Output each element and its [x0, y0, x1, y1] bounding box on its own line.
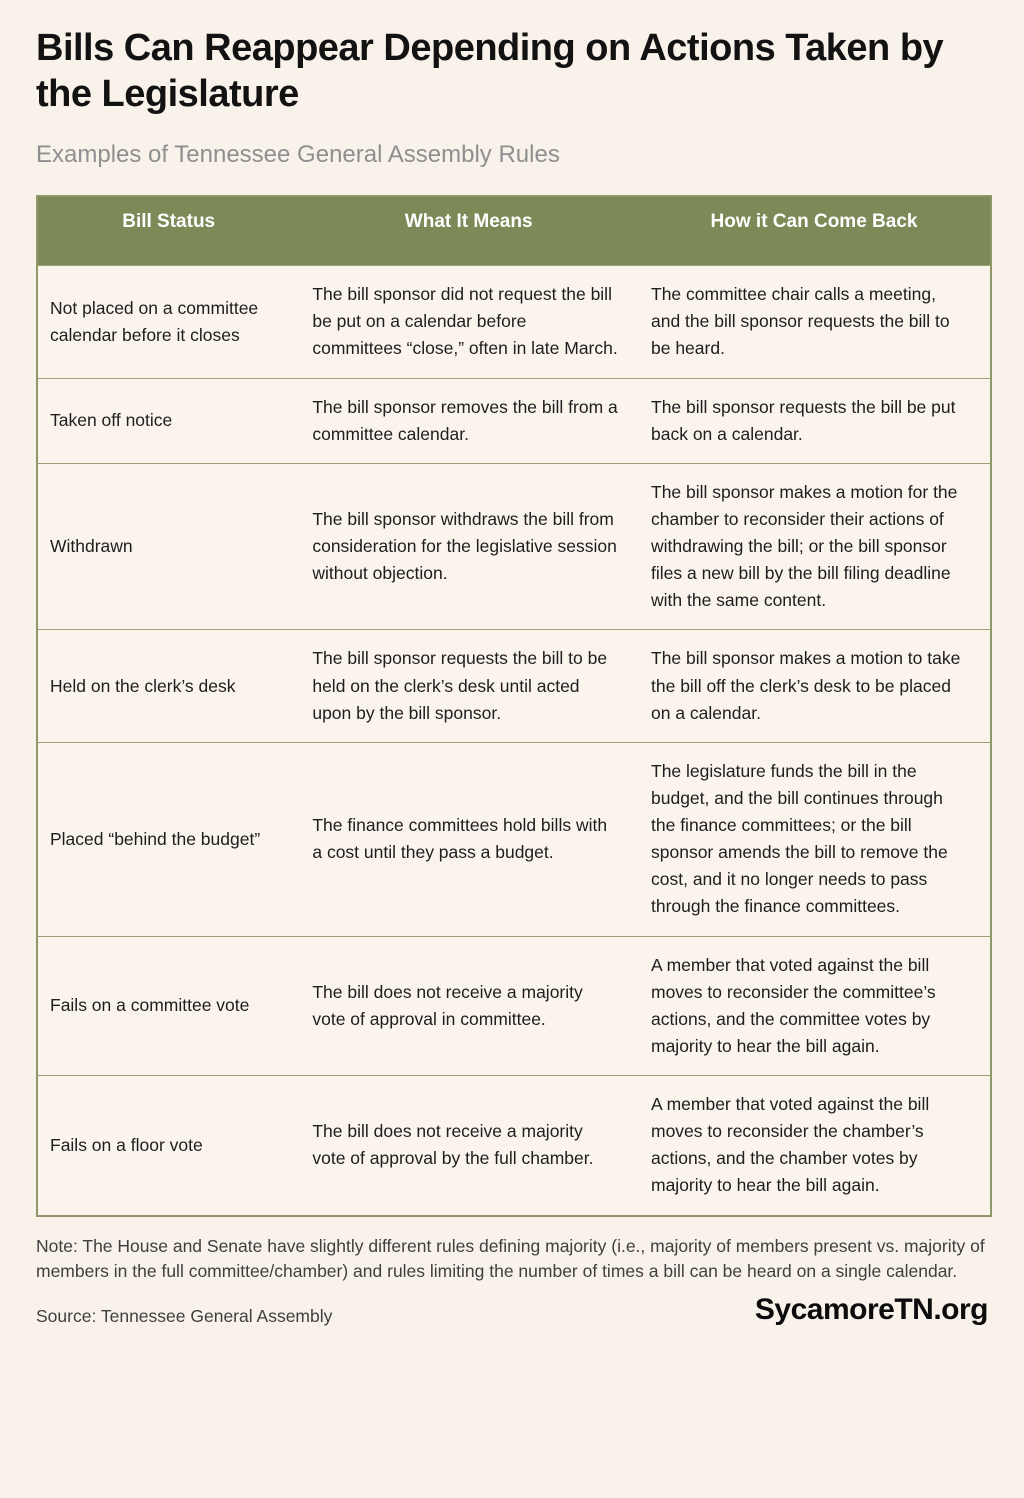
- table-row: [37, 936, 991, 1076]
- cell-what-it-means: The bill does not receive a majority vote of approval by the full chamber.: [299, 1076, 638, 1216]
- cell-how-it-can-come-back: The bill sponsor requests the bill be put back on a calendar.: [638, 378, 991, 463]
- table-row: [37, 378, 991, 463]
- page-title: Bills Can Reappear Depending on Actions Taken by the Legislature: [36, 27, 944, 115]
- cell-how-it-can-come-back: The bill sponsor makes a motion for the chamber to reconsider their actions of withdrawing the bill; or the bill sponsor files a new bill by the bill filing deadline with the same content.: [638, 463, 991, 630]
- cell-what-it-means: The bill sponsor withdraws the bill from consideration for the legislative session without objection.: [299, 463, 638, 630]
- table-row: [37, 266, 991, 378]
- cell-bill-status: Held on the clerk’s desk: [37, 630, 299, 742]
- cell-how-it-can-come-back: A member that voted against the bill moves to reconsider the committee’s actions, and the committee votes by majority to hear the bill again.: [638, 936, 991, 1076]
- cell-what-it-means: The bill does not receive a majority vote of approval in committee.: [299, 936, 638, 1076]
- cell-what-it-means: The bill sponsor removes the bill from a committee calendar.: [299, 378, 638, 463]
- brand-wordmark: SycamoreTN.org: [754, 1293, 988, 1327]
- cell-bill-status: Placed “behind the budget”: [37, 742, 299, 936]
- footer-row: [36, 1293, 988, 1327]
- table-row: [37, 742, 991, 936]
- table-body: [37, 266, 991, 1216]
- table-header-row: [37, 196, 991, 266]
- cell-what-it-means: The bill sponsor requests the bill to be held on the clerk’s desk until acted upon by the bill sponsor.: [299, 630, 638, 742]
- footnote: Note: The House and Senate have slightly different rules defining majority (i.e., majority of members present vs. majority of members in the full committee/chamber) and rules limiting the number of times a bill can be heard on a single calendar.: [36, 1235, 985, 1281]
- cell-how-it-can-come-back: A member that voted against the bill moves to reconsider the chamber’s actions, and the chamber votes by majority to hear the bill again.: [638, 1076, 991, 1216]
- table-row: [37, 630, 991, 742]
- table-row: [37, 1076, 991, 1216]
- source-attribution: Source: Tennessee General Assembly: [36, 1306, 333, 1327]
- cell-how-it-can-come-back: The legislature funds the bill in the budget, and the bill continues through the finance committees; or the bill sponsor amends the bill to remove the cost, and it no longer needs to pass through the finance committees.: [638, 742, 991, 936]
- cell-bill-status: Withdrawn: [37, 463, 299, 630]
- table-header: [37, 196, 991, 266]
- cell-how-it-can-come-back: The committee chair calls a meeting, and the bill sponsor requests the bill to be heard.: [638, 266, 991, 378]
- cell-bill-status: Fails on a committee vote: [37, 936, 299, 1076]
- page-subtitle: Examples of Tennessee General Assembly Rules: [36, 141, 560, 169]
- column-header-what-it-means: What It Means: [299, 196, 638, 266]
- column-header-bill-status: Bill Status: [37, 196, 299, 266]
- cell-bill-status: Not placed on a committee calendar before it closes: [37, 266, 299, 378]
- cell-bill-status: Fails on a floor vote: [37, 1076, 299, 1216]
- rules-table: [36, 195, 992, 1216]
- cell-bill-status: Taken off notice: [37, 378, 299, 463]
- table-row: [37, 463, 991, 630]
- cell-how-it-can-come-back: The bill sponsor makes a motion to take the bill off the clerk’s desk to be placed on a calendar.: [638, 630, 991, 742]
- column-header-how-it-can-come-back: How it Can Come Back: [638, 196, 991, 266]
- cell-what-it-means: The bill sponsor did not request the bill be put on a calendar before committees “close,” often in late March.: [299, 266, 638, 378]
- cell-what-it-means: The finance committees hold bills with a cost until they pass a budget.: [299, 742, 638, 936]
